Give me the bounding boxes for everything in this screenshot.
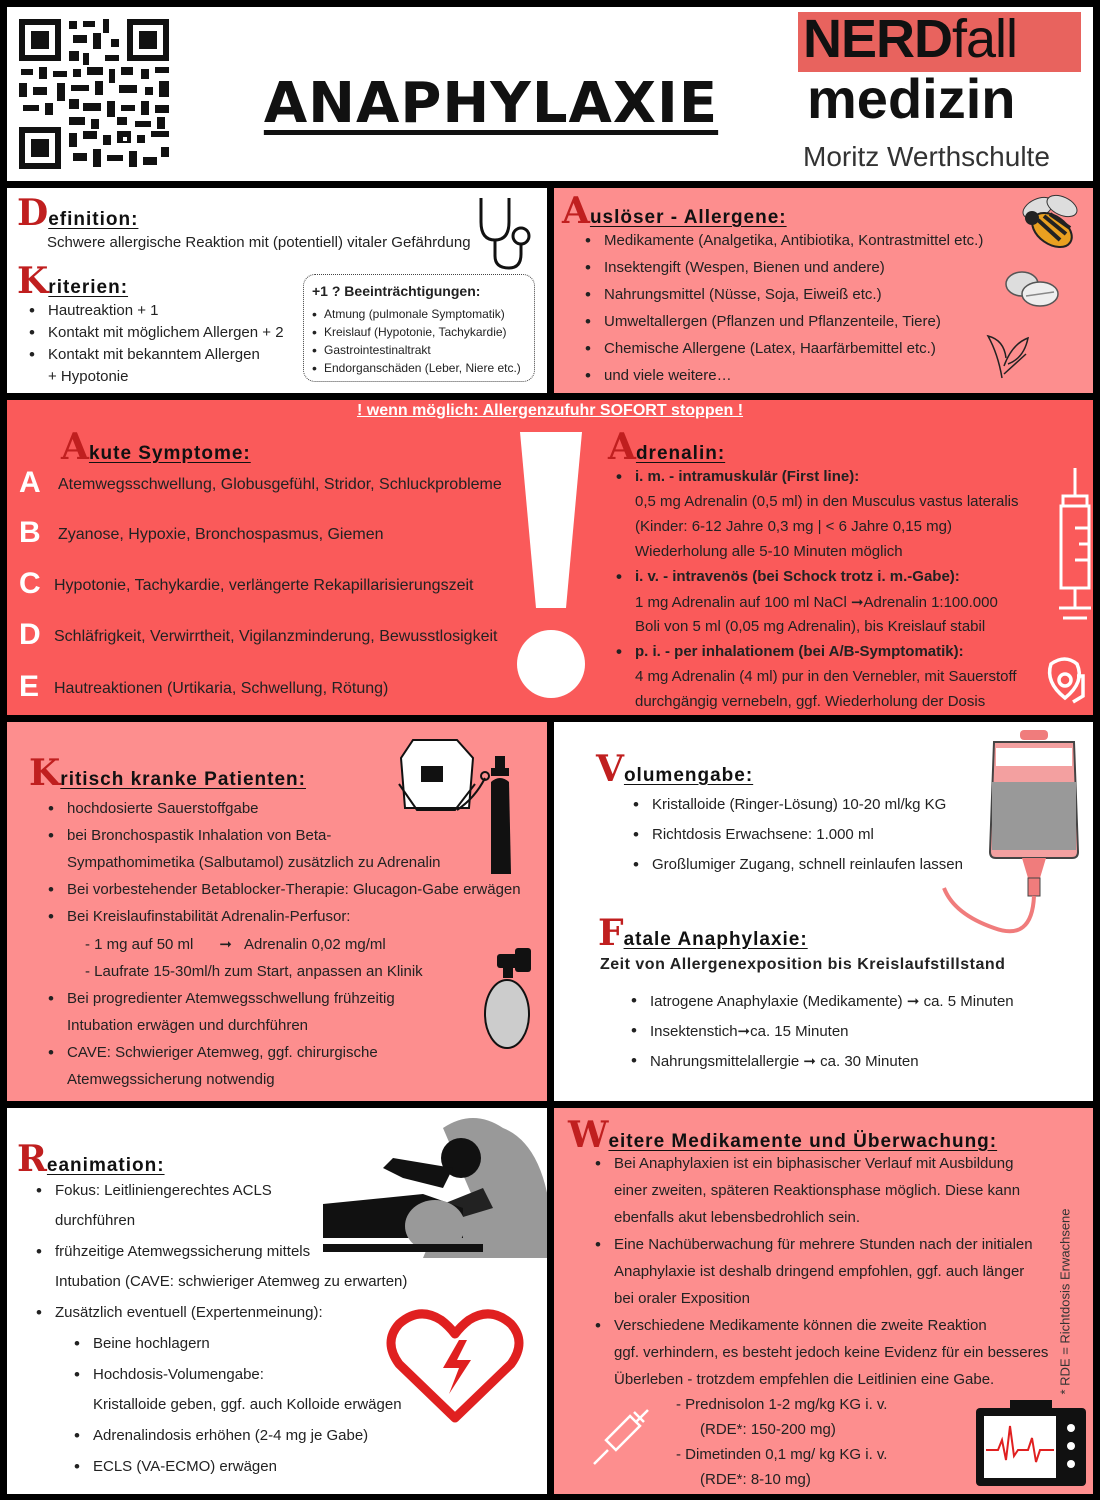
reanimation-item: • Zusätzlich eventuell (Expertenmeinung): [55, 1304, 323, 1321]
ausloeser-panel [554, 188, 1093, 393]
arrow-right-icon: ➞ [737, 1023, 751, 1040]
kritisch-sub: - 1 mg auf 50 ml ➞ Adrenalin 0,02 mg/ml [85, 936, 386, 953]
weitere-panel [554, 1108, 1093, 1494]
symptome-title: Akute Symptome: [61, 426, 251, 468]
weitere-para-cont: Überleben - trotzdem empfehlen die Leitlinien eine Gabe. [614, 1371, 995, 1388]
reanimation-sub-cont: Kristalloide geben, ggf. auch Kolloide erwägen [93, 1396, 402, 1413]
kritisch-item: • CAVE: Schwieriger Atemweg, ggf. chirurgische [67, 1044, 378, 1061]
weitere-para-cont: einer zweiten, späteren Reaktionsphase möglich. Diese kann [614, 1182, 1021, 1199]
med-dimetinden-rde: (RDE*: 8-10 mg) [700, 1471, 811, 1488]
kritisch-sub: - Laufrate 15-30ml/h zum Start, anpassen an Klinik [85, 963, 423, 980]
kriterien-title: Kriterien: [17, 260, 129, 302]
med-dimetinden: - Dimetinden 0,1 mg/ kg KG i. v. [676, 1446, 888, 1463]
kritisch-item: • Bei vorbestehender Betablocker-Therapie: Glucagon-Gabe erwägen [67, 881, 521, 898]
qr-code-icon[interactable] [17, 17, 171, 171]
adrenalin-im-line: Wiederholung alle 5-10 Minuten möglich [635, 543, 903, 560]
symptom-text: Zyanose, Hypoxie, Bronchospasmus, Giemen [58, 526, 384, 543]
symptom-text: Hypotonie, Tachykardie, verlängerte Rekapillarisierungszeit [54, 577, 474, 594]
box-item: • Atmung (pulmonale Symptomatik) [324, 307, 505, 321]
symptom-letter: A [19, 466, 41, 499]
adrenalin-im-line: (Kinder: 6-12 Jahre 0,3 mg | < 6 Jahre 0,15 mg) [635, 518, 952, 535]
brand-logo[interactable] [803, 9, 1017, 69]
volumen-panel [554, 722, 1093, 1101]
reanimation-title: Reanimation: [17, 1138, 165, 1180]
weitere-para: • Verschiedene Medikamente können die zweite Reaktion [614, 1317, 987, 1334]
infusion-bag-icon [984, 728, 1084, 948]
kriterien-item-cont: + Hypotonie [48, 368, 129, 385]
reanimation-sub: • Hochdosis-Volumengabe: [93, 1366, 264, 1383]
rde-side-note: * RDE = Richtdosis Erwachsene [1057, 1208, 1073, 1395]
ausloeser-title: Auslöser - Allergene: [562, 190, 787, 232]
bee-icon [1016, 190, 1086, 254]
syringe-icon [1055, 468, 1093, 628]
kritisch-item-cont: Sympathomimetika (Salbutamol) zusätzlich zu Adrenalin [67, 854, 441, 871]
weitere-title: Weitere Medikamente und Überwachung: [568, 1114, 998, 1156]
ausloeser-item: • Nahrungsmittel (Nüsse, Soja, Eiweiß etc.) [604, 286, 882, 303]
kritisch-item: • hochdosierte Sauerstoffgabe [67, 800, 259, 817]
weitere-para-cont: Anaphylaxie ist deshalb dringend empfohlen, ggf. auch länger [614, 1263, 1025, 1280]
adrenalin-pi-line: 4 mg Adrenalin (4 ml) pur in den Vernebler, mit Sauerstoff [635, 668, 1017, 685]
fatal-subtitle: Zeit von Allergenexposition bis Kreislaufstillstand [600, 956, 1006, 973]
adrenalin-im-line: 0,5 mg Adrenalin (0,5 ml) in den Musculus vastus lateralis [635, 493, 1019, 510]
reanimation-item: • frühzeitige Atemwegssicherung mittels [55, 1243, 310, 1260]
adrenalin-iv-head: • i. v. - intravenös (bei Schock trotz i. m.-Gabe): [635, 568, 960, 585]
weitere-para-cont: bei oraler Exposition [614, 1290, 750, 1307]
reanimation-sub: • ECLS (VA-ECMO) erwägen [93, 1458, 277, 1475]
stop-banner: ! wenn möglich: Allergenzufuhr SOFORT stoppen ! [356, 402, 744, 419]
ausloeser-item: • und viele weitere… [604, 367, 732, 384]
reanimation-sub: • Beine hochlagern [93, 1335, 210, 1352]
weitere-para: • Eine Nachüberwachung für mehrere Stunden nach der initialen [614, 1236, 1033, 1253]
header [7, 7, 1093, 181]
adrenalin-iv-line: 1 mg Adrenalin auf 100 ml NaCl ➞Adrenalin 1:100.000 [635, 594, 998, 611]
reanimation-item-cont: Intubation (CAVE: schwieriger Atemweg zu erwarten) [55, 1273, 408, 1290]
volumen-title: Volumengabe: [596, 748, 754, 790]
arrow-right-icon: ➞ [850, 594, 864, 611]
syringe-small-icon [590, 1408, 650, 1468]
patient-monitor-icon [976, 1400, 1086, 1486]
brand-fall: fall [952, 9, 1018, 69]
symptom-text: Schläfrigkeit, Verwirrtheit, Vigilanzminderung, Bewusstlosigkeit [54, 628, 498, 645]
kritisch-item-cont: Atemwegssicherung notwendig [67, 1071, 275, 1088]
leaf-icon [982, 324, 1032, 380]
fatal-title: Fatale Anaphylaxie: [598, 912, 808, 954]
page-title: ANAPHYLAXIE [263, 71, 719, 136]
pills-icon [1004, 268, 1060, 308]
symptom-letter: B [19, 516, 41, 549]
arrow-right-icon: ➞ [219, 936, 232, 953]
box-item: • Endorganschäden (Leber, Niere etc.) [324, 361, 521, 375]
symptom-letter: E [19, 670, 40, 703]
ausloeser-item: • Medikamente (Analgetika, Antibiotika, Kontrastmittel etc.) [604, 232, 983, 249]
inhalation-mask-icon [1043, 656, 1087, 704]
symptom-text: Atemwegsschwellung, Globusgefühl, Stridor, Schluckprobleme [58, 476, 502, 493]
volumen-item: • Richtdosis Erwachsene: 1.000 ml [652, 826, 874, 843]
symptome-adrenalin-panel [7, 400, 1093, 715]
beeintraechtigungen-box [303, 274, 535, 382]
kritisch-item: • Bei progredienter Atemwegsschwellung frühzeitig [67, 990, 395, 1007]
definition-text: Schwere allergische Reaktion mit (potentiell) vitaler Gefährdung [47, 234, 471, 251]
fatal-item: • Insektenstich➞ca. 15 Minuten [650, 1022, 849, 1040]
arrow-right-icon: ➞ [906, 993, 920, 1010]
stethoscope-icon [473, 192, 533, 272]
reanimation-panel [7, 1108, 547, 1494]
exclamation-icon [516, 432, 586, 702]
definition-panel [7, 188, 547, 393]
fatal-item: • Iatrogene Anaphylaxie (Medikamente) ➞ ca. 5 Minuten [650, 992, 1014, 1010]
weitere-para: • Bei Anaphylaxien ist ein biphasischer Verlauf mit Ausbildung [614, 1155, 1013, 1172]
volumen-item: • Großlumiger Zugang, schnell reinlaufen lassen [652, 856, 963, 873]
adrenalin-iv-line: Boli von 5 ml (0,05 mg Adrenalin), bis Kreislauf stabil [635, 618, 986, 635]
symptom-text: Hautreaktionen (Urtikaria, Schwellung, Rötung) [54, 680, 389, 697]
med-prednisolon: - Prednisolon 1-2 mg/kg KG i. v. [676, 1396, 888, 1413]
volumen-item: • Kristalloide (Ringer-Lösung) 10-20 ml/kg KG [652, 796, 946, 813]
adrenalin-pi-line: durchgängig vernebeln, ggf. Wiederholung der Dosis [635, 693, 986, 710]
adrenalin-im-head: • i. m. - intramuskulär (First line): [635, 468, 859, 485]
kriterien-item: • Kontakt mit bekanntem Allergen [48, 346, 260, 363]
reanimation-item-cont: durchführen [55, 1212, 136, 1229]
arrow-right-icon: ➞ [803, 1053, 816, 1070]
symptom-letter: D [19, 618, 41, 651]
symptom-letter: C [19, 567, 41, 600]
box-title: +1 ? Beeinträchtigungen: [312, 283, 481, 299]
bag-valve-mask-icon [481, 948, 535, 1048]
med-prednisolon-rde: (RDE*: 150-200 mg) [700, 1421, 836, 1438]
adrenalin-title: Adrenalin: [608, 426, 726, 468]
adrenalin-pi-head: • p. i. - per inhalationem (bei A/B-Symptomatik): [635, 643, 964, 660]
kritisch-item: • Bei Kreislaufinstabilität Adrenalin-Perfusor: [67, 908, 350, 925]
box-item: • Gastrointestinaltrakt [324, 343, 431, 357]
weitere-para-cont: ebenfalls akut lebensbedrohlich sein. [614, 1209, 860, 1226]
defibrillator-heart-icon [385, 1306, 525, 1426]
brand-medizin: medizin [807, 67, 1016, 130]
fatal-item: • Nahrungsmittelallergie ➞ ca. 30 Minuten [650, 1052, 919, 1070]
box-item: • Kreislauf (Hypotonie, Tachykardie) [324, 325, 507, 339]
kriterien-item: • Kontakt mit möglichem Allergen + 2 [48, 324, 284, 341]
weitere-para-cont: ggf. verhindern, es besteht jedoch keine Evidenz für ein besseres [614, 1344, 1049, 1361]
ausloeser-item: • Insektengift (Wespen, Bienen und andere) [604, 259, 885, 276]
ausloeser-item: • Umweltallergen (Pflanzen und Pflanzenteile, Tiere) [604, 313, 941, 330]
kritisch-item: • bei Bronchospastik Inhalation von Beta- [67, 827, 331, 844]
intubation-illustration-icon [323, 1108, 547, 1258]
kritisch-panel [7, 722, 547, 1101]
brand-nerd: NERD [803, 9, 953, 69]
reanimation-item: • Fokus: Leitliniengerechtes ACLS [55, 1182, 272, 1199]
author: Moritz Werthschulte [803, 141, 1050, 172]
reanimation-sub: • Adrenalindosis erhöhen (2-4 mg je Gabe) [93, 1427, 368, 1444]
kritisch-title: Kritisch kranke Patienten: [29, 752, 306, 794]
kritisch-item-cont: Intubation erwägen und durchführen [67, 1017, 309, 1034]
ausloeser-item: • Chemische Allergene (Latex, Haarfärbemittel etc.) [604, 340, 936, 357]
kriterien-item: • Hautreaktion + 1 [48, 302, 159, 319]
definition-title: Definition: [17, 192, 139, 234]
